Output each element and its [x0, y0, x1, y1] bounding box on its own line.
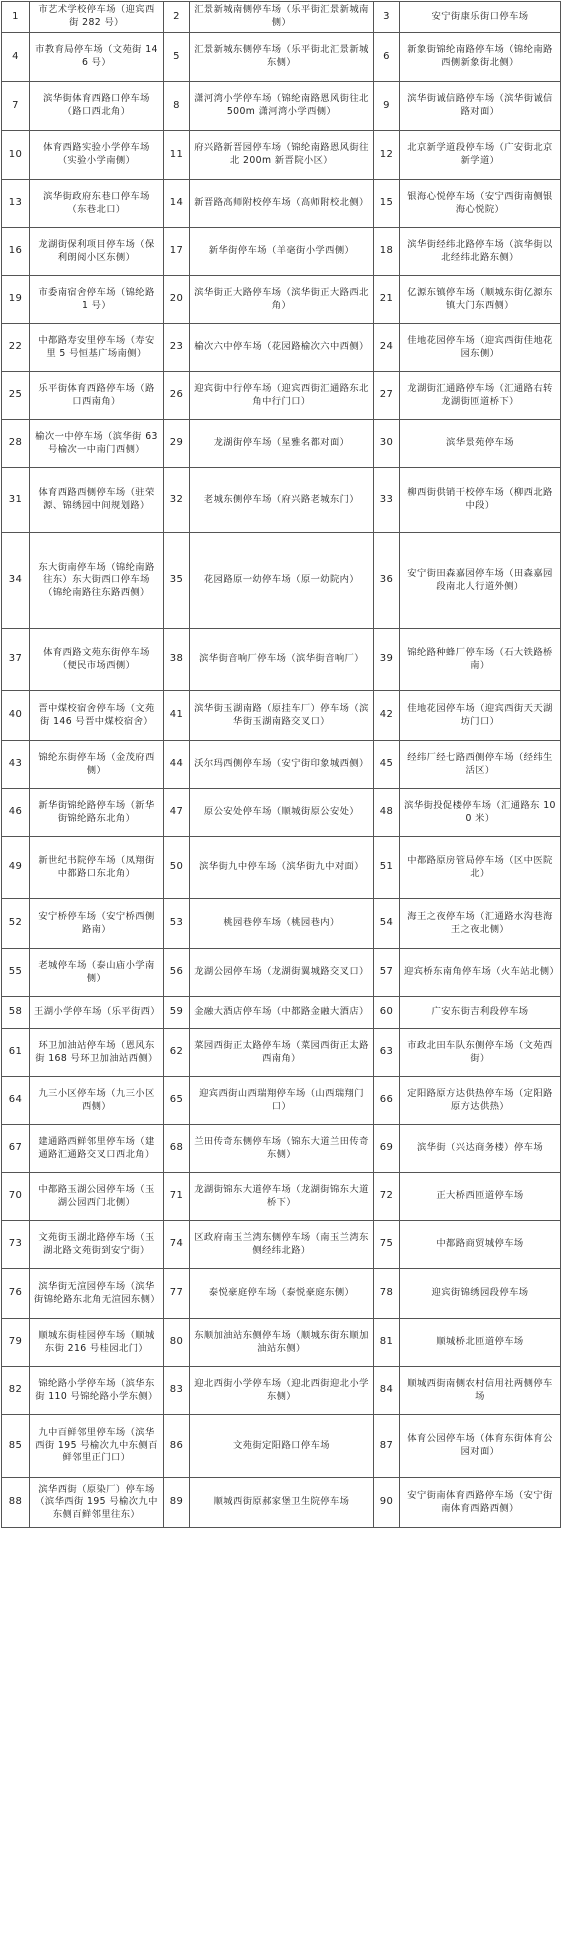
table-row — [2, 1077, 561, 1125]
parking-lot-name: 菜园西街正太路停车场（菜园西街正太路西南角） — [190, 1029, 374, 1077]
parking-lot-name: 锦纶东街停车场（金茂府西侧） — [30, 741, 164, 789]
table-row — [2, 82, 561, 131]
row-number: 86 — [164, 1415, 190, 1478]
row-number: 36 — [374, 533, 400, 629]
row-number: 44 — [164, 741, 190, 789]
row-number: 1 — [2, 2, 30, 33]
parking-lot-name: 迎宾桥东南角停车场（火车站北侧） — [400, 949, 561, 997]
parking-lot-name: 体育公园停车场（体育东街体育公园对面） — [400, 1415, 561, 1478]
row-number: 67 — [2, 1125, 30, 1173]
table-row — [2, 997, 561, 1029]
table-row — [2, 1319, 561, 1367]
row-number: 72 — [374, 1173, 400, 1221]
row-number: 78 — [374, 1269, 400, 1319]
row-number: 68 — [164, 1125, 190, 1173]
parking-lot-name: 原公安处停车场（顺城街原公安处） — [190, 789, 374, 837]
parking-lot-name: 滨华街正大路停车场（滨华街正大路西北角） — [190, 276, 374, 324]
row-number: 13 — [2, 180, 30, 228]
row-number: 17 — [164, 228, 190, 276]
parking-lot-name: 顺城东街桂园停车场（顺城东街 216 号桂园北门） — [30, 1319, 164, 1367]
parking-lot-name: 文苑街定阳路口停车场 — [190, 1415, 374, 1478]
parking-lot-name: 龙湖街锦东大道停车场（龙湖街锦东大道桥下） — [190, 1173, 374, 1221]
parking-lot-name: 滨华街九中停车场（滨华街九中对面） — [190, 837, 374, 899]
parking-lot-name: 金融大酒店停车场（中都路金融大酒店） — [190, 997, 374, 1029]
table-row — [2, 741, 561, 789]
parking-lot-name: 汇景新城东侧停车场（乐平街北汇景新城东侧） — [190, 33, 374, 82]
table-row — [2, 1221, 561, 1269]
row-number: 74 — [164, 1221, 190, 1269]
row-number: 6 — [374, 33, 400, 82]
parking-lot-name: 九中百鲜邻里停车场（滨华西街 195 号榆次九中东侧百鲜邻里正门口） — [30, 1415, 164, 1478]
parking-lot-name: 花园路原一幼停车场（原一幼院内） — [190, 533, 374, 629]
parking-lot-name: 潇河湾小学停车场（锦纶南路恩风街往北 500m 潇河湾小学西侧） — [190, 82, 374, 131]
row-number: 70 — [2, 1173, 30, 1221]
table-row — [2, 468, 561, 533]
row-number: 14 — [164, 180, 190, 228]
parking-lot-name: 龙湖街汇通路停车场（汇通路右转龙湖街匝道桥下） — [400, 372, 561, 420]
row-number: 48 — [374, 789, 400, 837]
parking-lot-name: 滨华街诚信路停车场（滨华街诚信路对面） — [400, 82, 561, 131]
row-number: 79 — [2, 1319, 30, 1367]
row-number: 7 — [2, 82, 30, 131]
row-number: 47 — [164, 789, 190, 837]
parking-lot-name: 顺城西街原郝家堡卫生院停车场 — [190, 1478, 374, 1528]
parking-lot-name: 九三小区停车场（九三小区西侧） — [30, 1077, 164, 1125]
table-row — [2, 691, 561, 741]
parking-lot-name: 柳西街供销干校停车场（柳西北路中段） — [400, 468, 561, 533]
row-number: 10 — [2, 131, 30, 180]
row-number: 90 — [374, 1478, 400, 1528]
row-number: 69 — [374, 1125, 400, 1173]
row-number: 81 — [374, 1319, 400, 1367]
row-number: 39 — [374, 629, 400, 691]
row-number: 38 — [164, 629, 190, 691]
parking-lot-name: 滨华街无渲园停车场（滨华街锦纶路东北角无渲园东侧） — [30, 1269, 164, 1319]
parking-lot-name: 体育西路实验小学停车场（实验小学南侧） — [30, 131, 164, 180]
row-number: 11 — [164, 131, 190, 180]
table-row — [2, 789, 561, 837]
row-number: 50 — [164, 837, 190, 899]
row-number: 64 — [2, 1077, 30, 1125]
row-number: 82 — [2, 1367, 30, 1415]
row-number: 31 — [2, 468, 30, 533]
row-number: 12 — [374, 131, 400, 180]
parking-lot-name: 文苑街玉湖北路停车场（玉湖北路文苑街到安宁街） — [30, 1221, 164, 1269]
table-row — [2, 629, 561, 691]
parking-lot-name: 市政北田车队东侧停车场（文苑西街） — [400, 1029, 561, 1077]
parking-lot-name: 新华街锦纶路停车场（新华街锦纶路东北角） — [30, 789, 164, 837]
row-number: 76 — [2, 1269, 30, 1319]
parking-lot-name: 兰田传奇东侧停车场（锦东大道兰田传奇东侧） — [190, 1125, 374, 1173]
table-row — [2, 1125, 561, 1173]
parking-lot-name: 亿源东镇停车场（顺城东街亿源东镇大门东西侧） — [400, 276, 561, 324]
row-number: 43 — [2, 741, 30, 789]
row-number: 46 — [2, 789, 30, 837]
row-number: 19 — [2, 276, 30, 324]
parking-lot-name: 迎宾街锦绣园段停车场 — [400, 1269, 561, 1319]
row-number: 88 — [2, 1478, 30, 1528]
parking-lot-name: 滨华街玉湖南路（原挂车厂）停车场（滨华街玉湖南路交叉口） — [190, 691, 374, 741]
parking-lot-name: 滨华景苑停车场 — [400, 420, 561, 468]
table-row — [2, 180, 561, 228]
row-number: 5 — [164, 33, 190, 82]
row-number: 77 — [164, 1269, 190, 1319]
row-number: 89 — [164, 1478, 190, 1528]
row-number: 27 — [374, 372, 400, 420]
row-number: 29 — [164, 420, 190, 468]
row-number: 52 — [2, 899, 30, 949]
row-number: 55 — [2, 949, 30, 997]
table-row — [2, 533, 561, 629]
parking-lot-name: 区政府南玉兰湾东侧停车场（南玉兰湾东侧经纬北路） — [190, 1221, 374, 1269]
row-number: 25 — [2, 372, 30, 420]
row-number: 34 — [2, 533, 30, 629]
parking-lot-name: 滨华街经纬北路停车场（滨华街以北经纬北路东侧） — [400, 228, 561, 276]
table-row — [2, 324, 561, 372]
row-number: 2 — [164, 2, 190, 33]
table-row — [2, 228, 561, 276]
row-number: 65 — [164, 1077, 190, 1125]
parking-lot-name: 锦纶路小学停车场（滨华东街 110 号锦纶路小学东侧） — [30, 1367, 164, 1415]
parking-lot-name: 安宁桥停车场（安宁桥西侧路南） — [30, 899, 164, 949]
row-number: 41 — [164, 691, 190, 741]
row-number: 56 — [164, 949, 190, 997]
table-row — [2, 276, 561, 324]
row-number: 42 — [374, 691, 400, 741]
parking-lot-name: 中都路原房管局停车场（区中医院北） — [400, 837, 561, 899]
parking-lot-name: 滨华街（兴达商务楼）停车场 — [400, 1125, 561, 1173]
row-number: 28 — [2, 420, 30, 468]
table-row — [2, 1367, 561, 1415]
row-number: 35 — [164, 533, 190, 629]
table-row — [2, 1415, 561, 1478]
row-number: 61 — [2, 1029, 30, 1077]
parking-lot-name: 新世纪书院停车场（凤翔街中都路口东北角） — [30, 837, 164, 899]
row-number: 26 — [164, 372, 190, 420]
parking-lot-name: 中都路寿安里停车场（寿安里 5 号恒基广场南侧） — [30, 324, 164, 372]
table-row — [2, 372, 561, 420]
table-row — [2, 1269, 561, 1319]
parking-lot-name: 龙湖街保利项目停车场（保利朗阅小区东侧） — [30, 228, 164, 276]
parking-lot-name: 龙湖街停车场（星雅名都对面） — [190, 420, 374, 468]
table-row — [2, 33, 561, 82]
parking-lot-name: 经纬厂经七路西侧停车场（经纬生活区） — [400, 741, 561, 789]
row-number: 15 — [374, 180, 400, 228]
row-number: 83 — [164, 1367, 190, 1415]
parking-lot-name: 正大桥西匝道停车场 — [400, 1173, 561, 1221]
parking-lot-name: 王湖小学停车场（乐平街西） — [30, 997, 164, 1029]
row-number: 32 — [164, 468, 190, 533]
parking-lot-name: 海王之夜停车场（汇通路水沟巷海王之夜北侧） — [400, 899, 561, 949]
row-number: 80 — [164, 1319, 190, 1367]
row-number: 58 — [2, 997, 30, 1029]
parking-lot-name: 体育西路文苑东街停车场（便民市场西侧） — [30, 629, 164, 691]
row-number: 75 — [374, 1221, 400, 1269]
parking-lot-name: 体育西路西侧停车场（驻荣源、锦绣园中间规划路） — [30, 468, 164, 533]
parking-lot-name: 北京新学道段停车场（广安街北京新学道） — [400, 131, 561, 180]
table-row — [2, 131, 561, 180]
parking-lot-name: 建通路西鲜邻里停车场（建通路汇通路交叉口西北角） — [30, 1125, 164, 1173]
row-number: 51 — [374, 837, 400, 899]
parking-lot-name: 安宁街南体育西路停车场（安宁街南体育西路西侧） — [400, 1478, 561, 1528]
table-row — [2, 1029, 561, 1077]
row-number: 30 — [374, 420, 400, 468]
parking-lot-name: 银海心悦停车场（安宁西街南侧银海心悦院） — [400, 180, 561, 228]
parking-lot-name: 安宁街田森嘉园停车场（田森嘉园段南北人行道外侧） — [400, 533, 561, 629]
row-number: 40 — [2, 691, 30, 741]
parking-lot-name: 广安东街吉利段停车场 — [400, 997, 561, 1029]
parking-lot-name: 佳地花园停车场（迎宾西街佳地花园东侧） — [400, 324, 561, 372]
parking-lot-name: 中都路玉湖公园停车场（玉湖公园西门北侧） — [30, 1173, 164, 1221]
row-number: 3 — [374, 2, 400, 33]
row-number: 37 — [2, 629, 30, 691]
parking-lot-name: 老城东侧停车场（府兴路老城东门） — [190, 468, 374, 533]
parking-lot-name: 新华街停车场（羊毫街小学西侧） — [190, 228, 374, 276]
parking-lot-name: 佳地花园停车场（迎宾西街天天湖坊门口） — [400, 691, 561, 741]
parking-lot-name: 桃园巷停车场（桃园巷内） — [190, 899, 374, 949]
row-number: 20 — [164, 276, 190, 324]
row-number: 18 — [374, 228, 400, 276]
table-row — [2, 1478, 561, 1528]
table-row — [2, 899, 561, 949]
row-number: 66 — [374, 1077, 400, 1125]
parking-lot-name: 榆次一中停车场（滨华街 63 号榆次一中南门西侧） — [30, 420, 164, 468]
parking-lot-name: 市艺术学校停车场（迎宾西街 282 号） — [30, 2, 164, 33]
parking-lot-name: 锦纶路种蜂厂停车场（石大铁路桥南） — [400, 629, 561, 691]
parking-lot-name: 环卫加油站停车场（恩风东街 168 号环卫加油站西侧） — [30, 1029, 164, 1077]
row-number: 63 — [374, 1029, 400, 1077]
parking-lot-name: 沃尔玛西侧停车场（安宁街印象城西侧） — [190, 741, 374, 789]
parking-lot-name: 泰悦豪庭停车场（泰悦豪庭东侧） — [190, 1269, 374, 1319]
parking-lot-name: 老城停车场（泰山庙小学南侧） — [30, 949, 164, 997]
parking-lot-name: 滨华街投促楼停车场（汇通路东 100 米） — [400, 789, 561, 837]
parking-lot-name: 市委南宿舍停车场（锦纶路 1 号） — [30, 276, 164, 324]
parking-lot-name: 新晋路高师附校停车场（高师附校北侧） — [190, 180, 374, 228]
parking-lot-name: 东大街南停车场（锦纶南路往东）东大街西口停车场（锦纶南路往东路西侧） — [30, 533, 164, 629]
parking-lot-name: 滨华街体育西路口停车场（路口西北角） — [30, 82, 164, 131]
row-number: 49 — [2, 837, 30, 899]
row-number: 53 — [164, 899, 190, 949]
table-row — [2, 420, 561, 468]
parking-lot-name: 中都路商贸城停车场 — [400, 1221, 561, 1269]
row-number: 16 — [2, 228, 30, 276]
parking-lot-name: 汇景新城南侧停车场（乐平街汇景新城南侧） — [190, 2, 374, 33]
row-number: 23 — [164, 324, 190, 372]
row-number: 73 — [2, 1221, 30, 1269]
row-number: 57 — [374, 949, 400, 997]
parking-lot-name: 滨华街政府东巷口停车场（东巷北口） — [30, 180, 164, 228]
parking-lot-name: 市教育局停车场（文苑街 146 号） — [30, 33, 164, 82]
row-number: 85 — [2, 1415, 30, 1478]
table-row — [2, 2, 561, 33]
parking-lot-table — [1, 1, 561, 1528]
row-number: 8 — [164, 82, 190, 131]
parking-lot-name: 滨华西街（原染厂）停车场（滨华西街 195 号榆次九中东侧百鲜邻里往东） — [30, 1478, 164, 1528]
row-number: 84 — [374, 1367, 400, 1415]
parking-lot-name: 晋中煤校宿舍停车场（文苑街 146 号晋中煤校宿舍） — [30, 691, 164, 741]
row-number: 22 — [2, 324, 30, 372]
parking-lot-name: 迎宾街中行停车场（迎宾西街汇通路东北角中行门口） — [190, 372, 374, 420]
parking-lot-name: 府兴路新晋园停车场（锦纶南路恩风街往北 200m 新晋院小区） — [190, 131, 374, 180]
row-number: 4 — [2, 33, 30, 82]
parking-lot-name: 安宁街康乐街口停车场 — [400, 2, 561, 33]
row-number: 24 — [374, 324, 400, 372]
row-number: 62 — [164, 1029, 190, 1077]
parking-lot-name: 滨华街音响厂停车场（滨华街音响厂） — [190, 629, 374, 691]
row-number: 45 — [374, 741, 400, 789]
row-number: 9 — [374, 82, 400, 131]
row-number: 60 — [374, 997, 400, 1029]
parking-lot-name: 东顺加油站东侧停车场（顺城东街东顺加油站东侧） — [190, 1319, 374, 1367]
parking-lot-name: 顺城桥北匝道停车场 — [400, 1319, 561, 1367]
parking-lot-name: 新象街锦纶南路停车场（锦纶南路西侧新象街北侧） — [400, 33, 561, 82]
parking-lot-name: 顺城西街南侧农村信用社两侧停车场 — [400, 1367, 561, 1415]
parking-lot-name: 乐平街体育西路停车场（路口西南角） — [30, 372, 164, 420]
parking-lot-name: 榆次六中停车场（花园路榆次六中西侧） — [190, 324, 374, 372]
row-number: 59 — [164, 997, 190, 1029]
row-number: 21 — [374, 276, 400, 324]
table-row — [2, 837, 561, 899]
parking-lot-name: 迎宾西街山西瑞翔停车场（山西瑞翔门口） — [190, 1077, 374, 1125]
parking-lot-name: 定阳路原方达供热停车场（定阳路原方达供热） — [400, 1077, 561, 1125]
table-row — [2, 949, 561, 997]
parking-lot-name: 迎北西街小学停车场（迎北西街迎北小学东侧） — [190, 1367, 374, 1415]
table-row — [2, 1173, 561, 1221]
row-number: 71 — [164, 1173, 190, 1221]
row-number: 33 — [374, 468, 400, 533]
table-body — [2, 2, 561, 1528]
row-number: 54 — [374, 899, 400, 949]
row-number: 87 — [374, 1415, 400, 1478]
parking-lot-name: 龙湖公园停车场（龙湖街翼城路交叉口） — [190, 949, 374, 997]
